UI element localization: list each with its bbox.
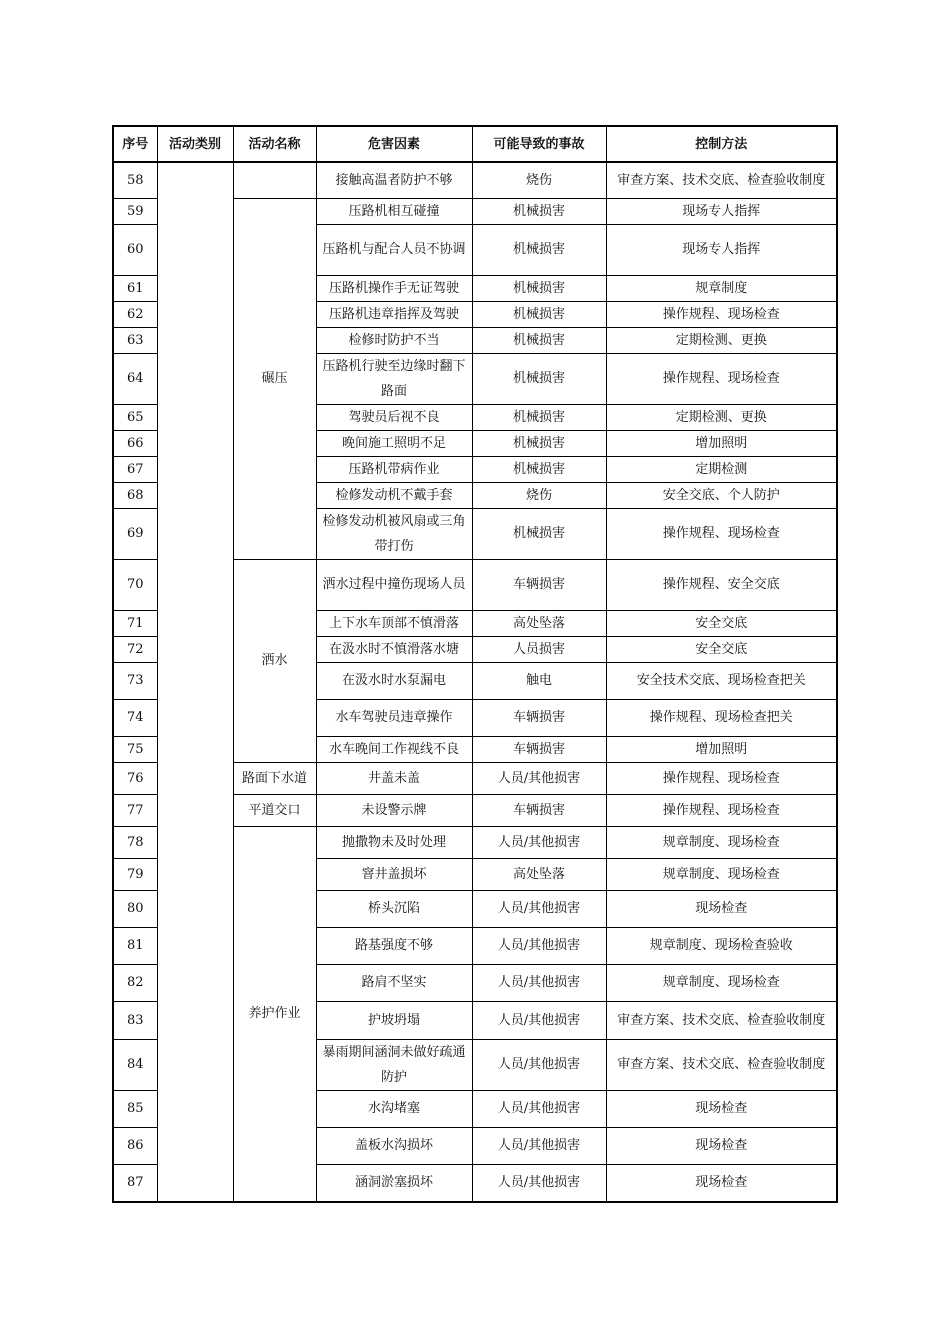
header-category: 活动类别	[157, 126, 233, 162]
hazard-factor-cell: 洒水过程中撞伤现场人员	[316, 559, 472, 610]
hazard-factor-cell: 检修时防护不当	[316, 327, 472, 353]
hazard-factor-cell: 井盖未盖	[316, 762, 472, 794]
hazard-factor-cell: 在汲水时水泵漏电	[316, 662, 472, 699]
possible-accident-cell: 人员/其他损害	[472, 890, 606, 927]
row-number: 68	[113, 482, 157, 508]
possible-accident-cell: 机械损害	[472, 301, 606, 327]
hazard-factor-cell: 桥头沉陷	[316, 890, 472, 927]
header-activity: 活动名称	[233, 126, 316, 162]
activity-category-cell	[157, 162, 233, 1202]
row-number: 80	[113, 890, 157, 927]
table-body	[113, 162, 837, 1202]
possible-accident-cell: 机械损害	[472, 430, 606, 456]
hazard-factor-cell: 水车晚间工作视线不良	[316, 736, 472, 762]
row-number: 83	[113, 1001, 157, 1039]
hazard-factor-cell: 水沟堵塞	[316, 1090, 472, 1127]
control-method-cell: 审查方案、技术交底、检查验收制度	[606, 162, 837, 198]
control-method-cell: 规章制度、现场检查	[606, 964, 837, 1001]
control-method-cell: 安全交底、个人防护	[606, 482, 837, 508]
row-number: 75	[113, 736, 157, 762]
hazard-factor-cell: 未设警示牌	[316, 794, 472, 826]
possible-accident-cell: 人员/其他损害	[472, 1164, 606, 1202]
header-hazard: 危害因素	[316, 126, 472, 162]
hazard-factor-cell: 水车驾驶员违章操作	[316, 699, 472, 736]
possible-accident-cell: 人员/其他损害	[472, 964, 606, 1001]
row-number: 76	[113, 762, 157, 794]
control-method-cell: 操作规程、现场检查	[606, 301, 837, 327]
hazard-factor-cell: 压路机违章指挥及驾驶	[316, 301, 472, 327]
control-method-cell: 定期检测、更换	[606, 327, 837, 353]
control-method-cell: 操作规程、现场检查把关	[606, 699, 837, 736]
control-method-cell: 操作规程、现场检查	[606, 762, 837, 794]
row-number: 72	[113, 636, 157, 662]
hazard-factor-cell: 压路机带病作业	[316, 456, 472, 482]
possible-accident-cell: 机械损害	[472, 275, 606, 301]
row-number: 78	[113, 826, 157, 858]
control-method-cell: 安全交底	[606, 610, 837, 636]
row-number: 73	[113, 662, 157, 699]
row-number: 58	[113, 162, 157, 198]
row-number: 86	[113, 1127, 157, 1164]
row-number: 84	[113, 1039, 157, 1090]
possible-accident-cell: 机械损害	[472, 404, 606, 430]
header-control: 控制方法	[606, 126, 837, 162]
hazard-factor-cell: 盖板水沟损坏	[316, 1127, 472, 1164]
hazard-factor-cell: 路基强度不够	[316, 927, 472, 964]
activity-name-cell: 养护作业	[233, 826, 316, 1202]
hazard-factor-cell: 接触高温者防护不够	[316, 162, 472, 198]
possible-accident-cell: 机械损害	[472, 224, 606, 275]
hazard-factor-cell: 压路机行驶至边缘时翻下路面	[316, 353, 472, 404]
row-number: 79	[113, 858, 157, 890]
hazard-factor-cell: 路肩不坚实	[316, 964, 472, 1001]
control-method-cell: 规章制度、现场检查	[606, 858, 837, 890]
hazard-factor-cell: 晚间施工照明不足	[316, 430, 472, 456]
control-method-cell: 现场专人指挥	[606, 224, 837, 275]
control-method-cell: 定期检测、更换	[606, 404, 837, 430]
control-method-cell: 审查方案、技术交底、检查验收制度	[606, 1039, 837, 1090]
row-number: 81	[113, 927, 157, 964]
row-number: 69	[113, 508, 157, 559]
hazard-table	[112, 125, 838, 1203]
hazard-factor-cell: 压路机与配合人员不协调	[316, 224, 472, 275]
hazard-factor-cell: 护坡坍塌	[316, 1001, 472, 1039]
control-method-cell: 操作规程、现场检查	[606, 353, 837, 404]
possible-accident-cell: 车辆损害	[472, 559, 606, 610]
possible-accident-cell: 人员/其他损害	[472, 1127, 606, 1164]
row-number: 71	[113, 610, 157, 636]
header-accident: 可能导致的事故	[472, 126, 606, 162]
control-method-cell: 定期检测	[606, 456, 837, 482]
possible-accident-cell: 烧伤	[472, 162, 606, 198]
control-method-cell: 增加照明	[606, 736, 837, 762]
activity-name-cell: 路面下水道	[233, 762, 316, 794]
control-method-cell: 安全技术交底、现场检查把关	[606, 662, 837, 699]
possible-accident-cell: 人员/其他损害	[472, 927, 606, 964]
possible-accident-cell: 机械损害	[472, 456, 606, 482]
row-number: 64	[113, 353, 157, 404]
control-method-cell: 安全交底	[606, 636, 837, 662]
control-method-cell: 现场检查	[606, 1127, 837, 1164]
table-header-row	[113, 126, 837, 162]
possible-accident-cell: 机械损害	[472, 353, 606, 404]
row-number: 74	[113, 699, 157, 736]
possible-accident-cell: 高处坠落	[472, 858, 606, 890]
row-number: 77	[113, 794, 157, 826]
possible-accident-cell: 机械损害	[472, 327, 606, 353]
activity-name-cell: 平道交口	[233, 794, 316, 826]
control-method-cell: 现场检查	[606, 1164, 837, 1202]
control-method-cell: 现场检查	[606, 1090, 837, 1127]
activity-name-cell	[233, 162, 316, 198]
possible-accident-cell: 机械损害	[472, 198, 606, 224]
possible-accident-cell: 人员/其他损害	[472, 826, 606, 858]
row-number: 61	[113, 275, 157, 301]
control-method-cell: 现场专人指挥	[606, 198, 837, 224]
control-method-cell: 规章制度、现场检查	[606, 826, 837, 858]
row-number: 87	[113, 1164, 157, 1202]
possible-accident-cell: 触电	[472, 662, 606, 699]
hazard-factor-cell: 检修发动机不戴手套	[316, 482, 472, 508]
row-number: 67	[113, 456, 157, 482]
row-number: 66	[113, 430, 157, 456]
row-number: 65	[113, 404, 157, 430]
control-method-cell: 审查方案、技术交底、检查验收制度	[606, 1001, 837, 1039]
hazard-factor-cell: 驾驶员后视不良	[316, 404, 472, 430]
header-no: 序号	[113, 126, 157, 162]
control-method-cell: 规章制度、现场检查验收	[606, 927, 837, 964]
hazard-factor-cell: 上下水车顶部不慎滑落	[316, 610, 472, 636]
possible-accident-cell: 烧伤	[472, 482, 606, 508]
row-number: 60	[113, 224, 157, 275]
row-number: 63	[113, 327, 157, 353]
control-method-cell: 增加照明	[606, 430, 837, 456]
possible-accident-cell: 车辆损害	[472, 736, 606, 762]
possible-accident-cell: 车辆损害	[472, 794, 606, 826]
possible-accident-cell: 车辆损害	[472, 699, 606, 736]
row-number: 82	[113, 964, 157, 1001]
possible-accident-cell: 人员/其他损害	[472, 1001, 606, 1039]
activity-name-cell: 碾压	[233, 198, 316, 559]
control-method-cell: 操作规程、现场检查	[606, 508, 837, 559]
hazard-factor-cell: 窨井盖损坏	[316, 858, 472, 890]
control-method-cell: 现场检查	[606, 890, 837, 927]
possible-accident-cell: 高处坠落	[472, 610, 606, 636]
row-number: 59	[113, 198, 157, 224]
hazard-factor-cell: 暴雨期间涵洞未做好疏通防护	[316, 1039, 472, 1090]
possible-accident-cell: 人员/其他损害	[472, 1090, 606, 1127]
control-method-cell: 规章制度	[606, 275, 837, 301]
control-method-cell: 操作规程、现场检查	[606, 794, 837, 826]
hazard-factor-cell: 压路机相互碰撞	[316, 198, 472, 224]
row-number: 85	[113, 1090, 157, 1127]
control-method-cell: 操作规程、安全交底	[606, 559, 837, 610]
hazard-factor-cell: 压路机操作手无证驾驶	[316, 275, 472, 301]
hazard-factor-cell: 检修发动机被风扇或三角带打伤	[316, 508, 472, 559]
hazard-factor-cell: 在汲水时不慎滑落水塘	[316, 636, 472, 662]
possible-accident-cell: 人员损害	[472, 636, 606, 662]
possible-accident-cell: 机械损害	[472, 508, 606, 559]
row-number: 70	[113, 559, 157, 610]
activity-name-cell: 洒水	[233, 559, 316, 762]
table-row	[113, 162, 837, 198]
possible-accident-cell: 人员/其他损害	[472, 1039, 606, 1090]
row-number: 62	[113, 301, 157, 327]
hazard-factor-cell: 抛撒物未及时处理	[316, 826, 472, 858]
hazard-factor-cell: 涵洞淤塞损坏	[316, 1164, 472, 1202]
possible-accident-cell: 人员/其他损害	[472, 762, 606, 794]
